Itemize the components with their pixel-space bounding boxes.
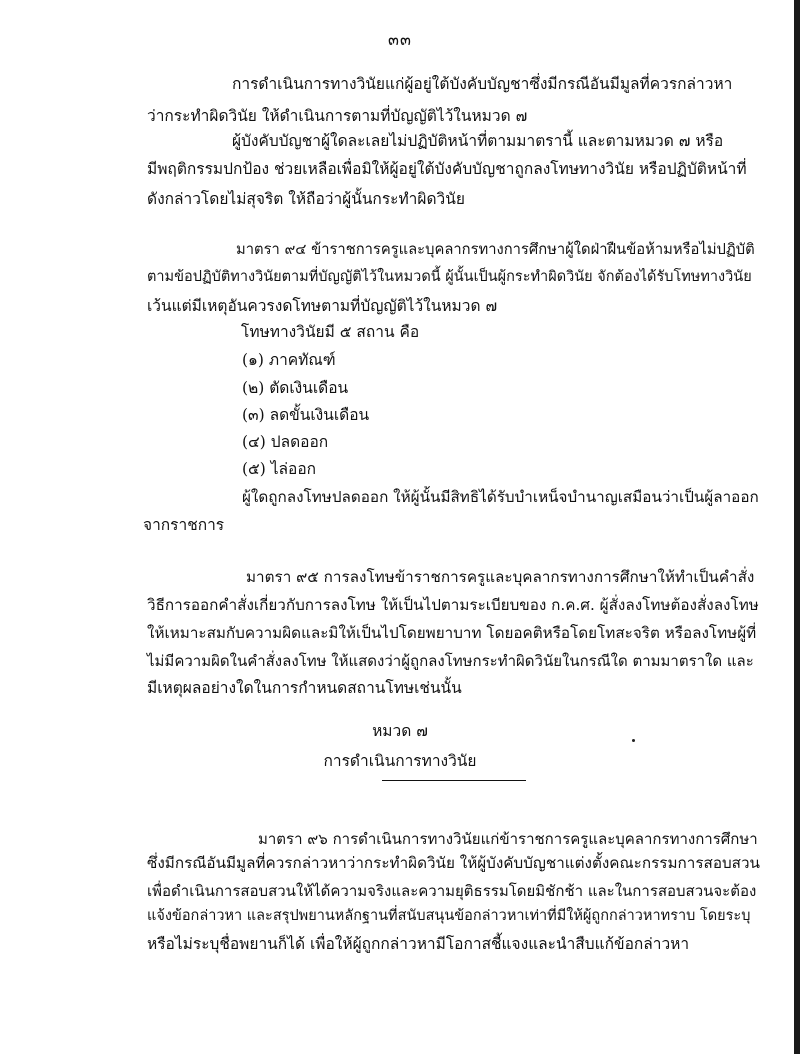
penalty-item-2: (๒) ตัดเงินเดือน [242, 379, 349, 397]
section96-line-1: มาตรา ๙๖ การดำเนินการทางวินัยแก่ข้าราชการครูและบุคลากรทางการศึกษา [258, 830, 758, 848]
section94-line-2: ตามข้อปฏิบัติทางวินัยตามที่บัญญัติไว้ในหมวดนี้ ผู้นั้นเป็นผู้กระทำผิดวินัย จักต้องได้รับโทษทางวินัย [147, 269, 752, 285]
scan-speck [632, 739, 635, 742]
chapter-title: การดำเนินการทางวินัย [323, 752, 477, 770]
penalty-item-4: (๔) ปลดออก [242, 433, 329, 451]
scan-edge [794, 0, 800, 1054]
section95-line-1: มาตรา ๙๕ การลงโทษข้าราชการครูและบุคลากรทางการศึกษาให้ทำเป็นคำสั่ง [246, 568, 755, 586]
section96-line-2: ซึ่งมีกรณีอันมีมูลที่ควรกล่าวหาว่ากระทำผิดวินัย ให้ผู้บังคับบัญชาแต่งตั้งคณะกรรมการสอบสวน [147, 854, 760, 872]
section95-line-5: มีเหตุผลอย่างใดในการกำหนดสถานโทษเช่นนั้น [147, 679, 462, 697]
penalty-item-3: (๓) ลดขั้นเงินเดือน [242, 406, 370, 424]
penalties-intro: โทษทางวินัยมี ๕ สถาน คือ [241, 323, 420, 341]
section95-line-3: ให้เหมาะสมกับความผิดและมิให้เป็นไปโดยพยาบาท โดยอคติหรือโดยโทสะจริต หรือลงโทษผู้ที่ [147, 624, 757, 642]
section94-closing-line-2: จากราชการ [143, 516, 225, 534]
section94-line-1: มาตรา ๙๔ ข้าราชการครูและบุคลากรทางการศึกษาผู้ใดฝ่าฝืนข้อห้ามหรือไม่ปฏิบัติ [236, 241, 755, 258]
para1-line-1: การดำเนินการทางวินัยแก่ผู้อยู่ใต้บังคับบัญชาซึ่งมีกรณีอันมีมูลที่ควรกล่าวหา [232, 75, 733, 93]
section95-line-2: วิธีการออกคำสั่งเกี่ยวกับการลงโทษ ให้เป็นไปตามระเบียบของ ก.ค.ศ. ผู้สั่งลงโทษต้องสั่งลงโทษ [147, 596, 759, 614]
section94-closing-line-1: ผู้ใดถูกลงโทษปลดออก ให้ผู้นั้นมีสิทธิได้รับบำเหน็จบำนาญเสมือนว่าเป็นผู้ลาออก [242, 488, 759, 506]
para2-line-1: ผู้บังคับบัญชาผู้ใดละเลยไม่ปฏิบัติหน้าที่ตามมาตรานี้ และตามหมวด ๗ หรือ [232, 132, 724, 150]
penalty-item-5: (๕) ไล่ออก [242, 460, 317, 478]
penalty-item-1: (๑) ภาคทัณฑ์ [242, 351, 336, 369]
page-number: ๓๓ [388, 30, 412, 49]
para1-line-2: ว่ากระทำผิดวินัย ให้ดำเนินการตามที่บัญญัติไว้ในหมวด ๗ [147, 107, 528, 125]
section96-line-4: แจ้งข้อกล่าวหา และสรุปพยานหลักฐานที่สนับสนุนข้อกล่าวหาเท่าที่มีให้ผู้ถูกกล่าวหาทราบ โดยระบุ [147, 908, 751, 924]
para2-line-2: มีพฤติกรรมปกป้อง ช่วยเหลือเพื่อมิให้ผู้อยู่ใต้บังคับบัญชาถูกลงโทษทางวินัย หรือปฏิบัติหน้าที่ [147, 160, 747, 178]
chapter-number: หมวด ๗ [372, 722, 428, 740]
section94-line-3: เว้นแต่มีเหตุอันควรงดโทษตามที่บัญญัติไว้ในหมวด ๗ [147, 297, 498, 315]
section96-line-5: หรือไม่ระบุชื่อพยานก็ได้ เพื่อให้ผู้ถูกกล่าวหามีโอกาสชี้แจงและนำสืบแก้ข้อกล่าวหา [147, 935, 690, 953]
section96-line-3: เพื่อดำเนินการสอบสวนให้ได้ความจริงและความยุติธรรมโดยมิชักช้า และในการสอบสวนจะต้อง [147, 882, 757, 900]
chapter-divider [382, 780, 526, 781]
section95-line-4: ไม่มีความผิดในคำสั่งลงโทษ ให้แสดงว่าผู้ถูกลงโทษกระทำผิดวินัยในกรณีใด ตามมาตราใด และ [147, 652, 754, 670]
para2-line-3: ดังกล่าวโดยไม่สุจริต ให้ถือว่าผู้นั้นกระทำผิดวินัย [147, 190, 465, 208]
